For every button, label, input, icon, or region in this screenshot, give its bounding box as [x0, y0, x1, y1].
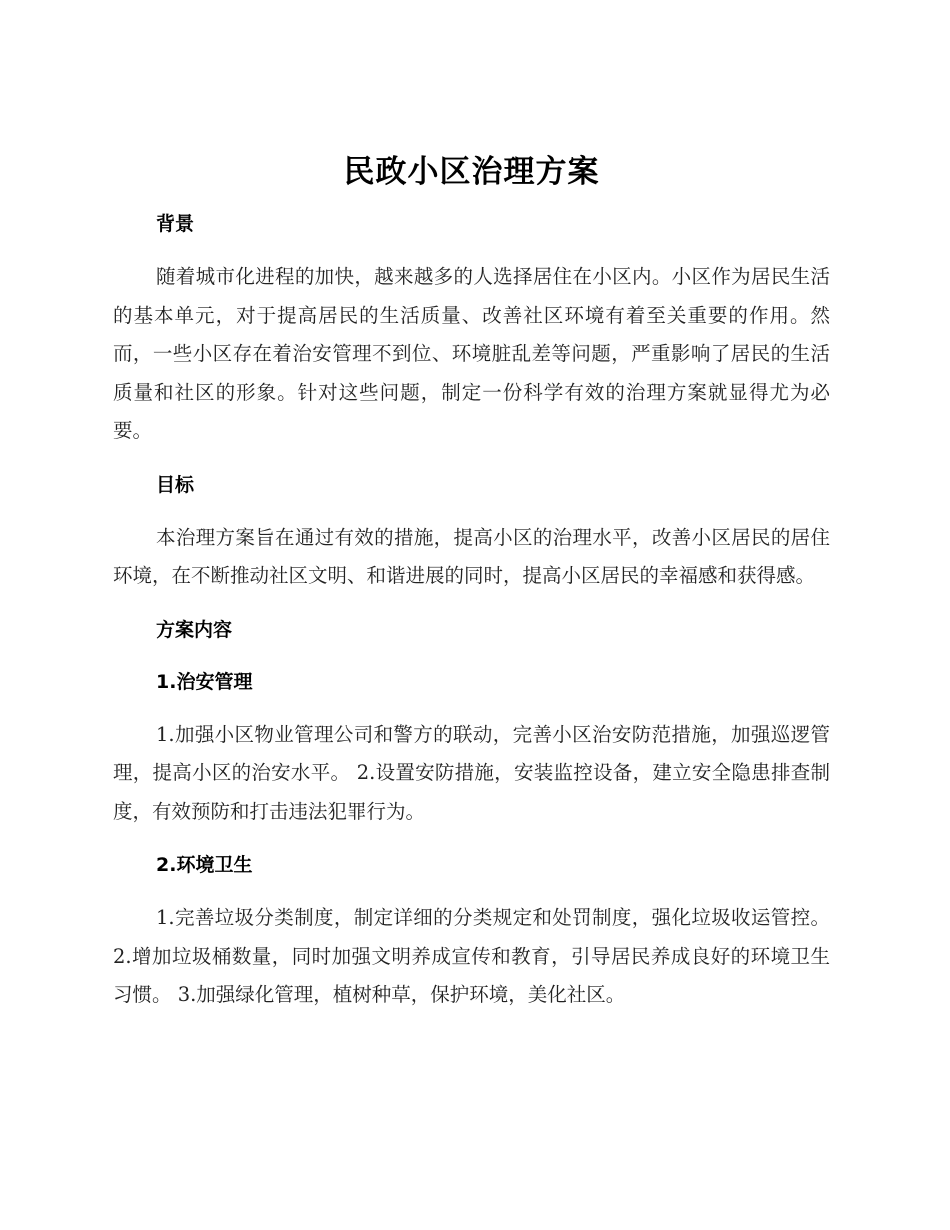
document-title: 民政小区治理方案: [343, 154, 600, 190]
paragraph-goal: 本治理方案旨在通过有效的措施，提高小区的治理水平，改善小区居民的居住环境，在不断推动社区文明、和谐进展的同时，提高小区居民的幸福感和获得感。: [113, 525, 830, 587]
paragraph-public-security: 1.加强小区物业管理公司和警方的联动，完善小区治安防范措施，加强巡逻管理，提高小区的治安水平。 2.设置安防措施，安装监控设备，建立安全隐患排查制度，有效预防和打击违法犯罪行为。: [113, 722, 830, 823]
heading-environmental-sanitation: 2.环境卫生: [156, 854, 253, 876]
heading-plan-content: 方案内容: [156, 618, 233, 641]
paragraph-environmental-sanitation: 1.完善垃圾分类制度，制定详细的分类规定和处罚制度，强化垃圾收运管控。 2.增加垃圾桶数量，同时加强文明养成宣传和教育，引导居民养成良好的环境卫生习惯。 3.加强绿化管理，植树种草，保护环境，美化社区。: [113, 906, 830, 1006]
heading-public-security: 1.治安管理: [156, 670, 253, 693]
heading-goal: 目标: [156, 473, 195, 496]
heading-background: 背景: [156, 213, 195, 235]
paragraph-background: 随着城市化进程的加快，越来越多的人选择居住在小区内。小区作为居民生活的基本单元，对于提高居民的生活质量、改善社区环境有着至关重要的作用。然而，一些小区存在着治安管理不到位、环境脏乱差等问题，严重影响了居民的生活质量和社区的形象。针对这些问题，制定一份科学有效的治理方案就显得尤为必要。: [113, 265, 830, 442]
